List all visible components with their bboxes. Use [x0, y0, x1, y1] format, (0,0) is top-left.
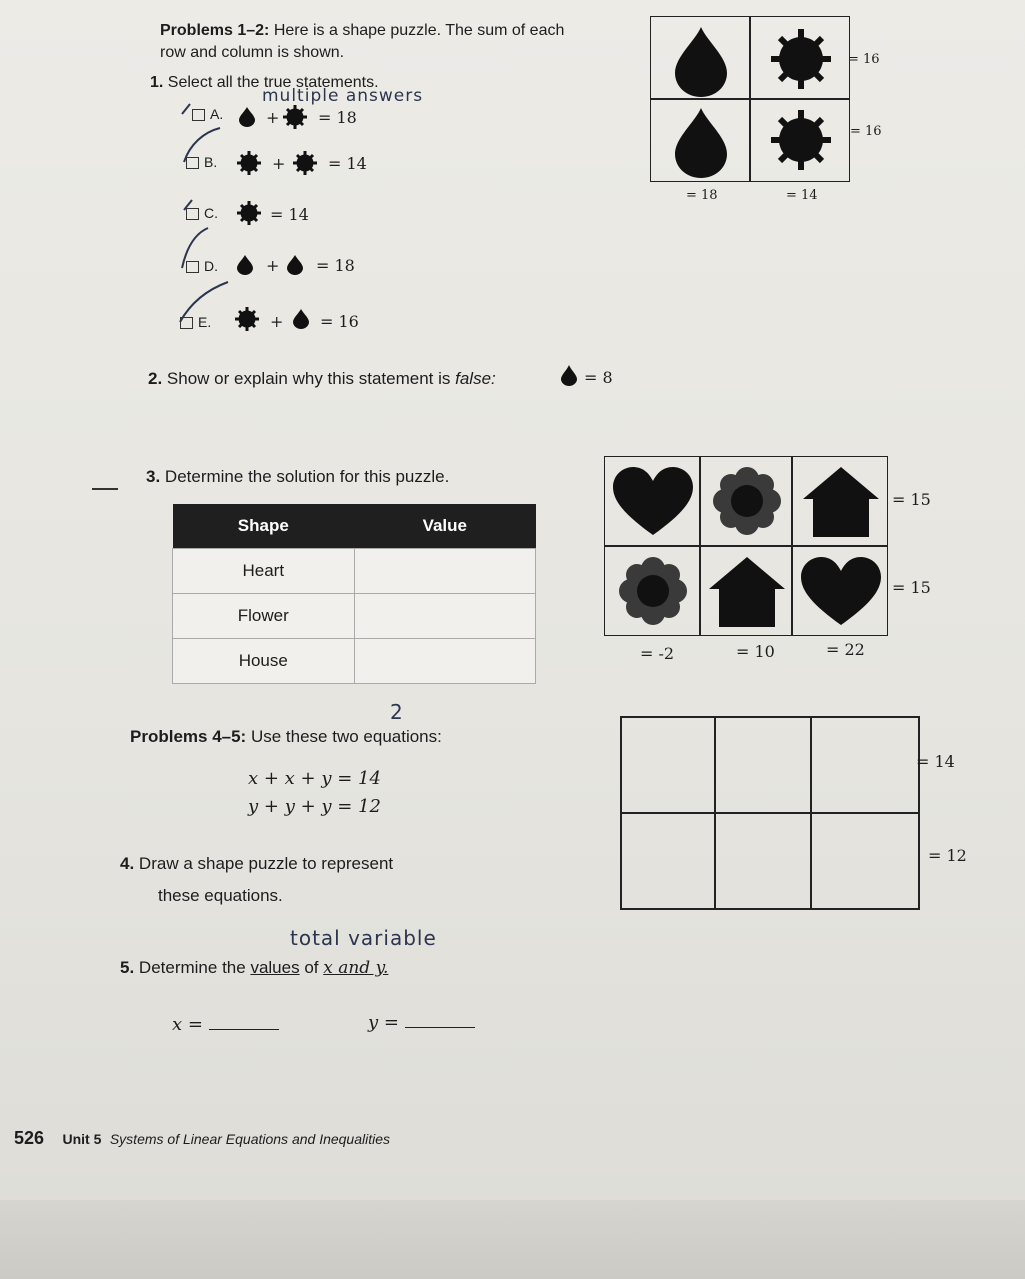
q1-prompt: Select all the true statements. — [167, 74, 379, 91]
option-letter: D. — [204, 258, 218, 274]
intro-heading: Problems 1–2: — [160, 22, 270, 39]
drop-icon — [290, 308, 312, 330]
q45-text: Use these two equations: — [250, 727, 442, 746]
x-label: x = — [172, 1014, 203, 1035]
puzzle3-row-sum: = 15 — [892, 578, 931, 597]
heart-icon — [793, 547, 889, 637]
option-letter: A. — [210, 106, 224, 122]
q3-prompt: Determine the solution for this puzzle. — [164, 467, 450, 486]
q5-prompt-b: values — [250, 958, 300, 977]
table-cell-value-input[interactable] — [354, 549, 535, 594]
puzzle1-cell — [750, 99, 850, 182]
sun-icon — [751, 17, 851, 100]
grid-line — [810, 718, 812, 908]
table-cell-value-input[interactable] — [354, 594, 535, 639]
table-cell-shape: House — [173, 639, 355, 684]
q4-line-1 — [120, 854, 393, 874]
intro-text-1: Here is a shape puzzle. The sum of each — [273, 22, 565, 39]
puzzle3-col-sum: = -2 — [640, 644, 675, 663]
table-row — [173, 549, 536, 594]
option-equation: = 14 — [270, 205, 309, 224]
drop-icon — [651, 17, 751, 100]
puzzle1-row-sum: = 16 — [848, 52, 880, 67]
q5-handwritten-note: total variable — [290, 926, 437, 950]
puzzle3-cell — [700, 546, 792, 636]
table-cell-value-input[interactable] — [354, 639, 535, 684]
x-answer-blank[interactable] — [209, 1029, 279, 1030]
q3-line — [146, 467, 449, 487]
table-row — [173, 639, 536, 684]
page-number: 526 — [14, 1128, 45, 1148]
option-equation: = 18 — [318, 108, 357, 127]
q5-number: 5. — [120, 958, 135, 977]
q4-text-1: Draw a shape puzzle to represent — [138, 854, 394, 873]
q2-false-word: false: — [455, 369, 496, 388]
option-letter: E. — [198, 314, 212, 330]
unit-title: Systems of Linear Equations and Inequalities — [109, 1131, 391, 1147]
y-label: y = — [368, 1012, 399, 1033]
flower-icon — [605, 547, 701, 637]
flower-icon — [701, 457, 793, 547]
q5-prompt-c: of — [304, 958, 319, 977]
handwritten-marks — [176, 100, 246, 340]
puzzle3-col-sum: = 10 — [736, 642, 775, 661]
puzzle3-cell — [604, 456, 700, 546]
q3-number: 3. — [146, 467, 161, 486]
q4-number: 4. — [120, 854, 135, 873]
page-footer — [14, 1128, 390, 1149]
option-equation: = 18 — [316, 256, 355, 275]
table-header: Value — [354, 504, 535, 549]
puzzle3-row-sum: = 15 — [892, 490, 931, 509]
plus-sign: + — [272, 154, 286, 173]
shape-puzzle-1 — [650, 16, 850, 182]
puzzle3-cell — [700, 456, 792, 546]
q1-handwritten-note: multiple answers — [262, 86, 424, 106]
option-equation: = 16 — [320, 312, 359, 331]
q2-line — [148, 369, 496, 389]
intro-line-1 — [160, 22, 564, 40]
value-table — [172, 504, 536, 684]
puzzle1-cell — [650, 99, 750, 182]
drop-icon — [284, 254, 306, 276]
puzzle3-cell — [604, 546, 700, 636]
table-row — [173, 594, 536, 639]
pen-mark — [92, 488, 118, 490]
table-cell-shape: Flower — [173, 594, 355, 639]
x-answer — [172, 1014, 279, 1035]
plus-sign: + — [270, 312, 284, 331]
option-letter: C. — [204, 205, 218, 221]
handwritten-2: 2 — [390, 700, 404, 724]
house-icon — [793, 457, 889, 547]
q2-equation: = 8 — [584, 368, 613, 387]
q2-number: 2. — [148, 369, 163, 388]
sun-icon — [751, 100, 851, 183]
sun-icon — [282, 104, 308, 130]
drop-icon — [558, 364, 580, 388]
grid-line — [714, 718, 716, 908]
y-answer — [368, 1012, 475, 1033]
table-header: Shape — [173, 504, 355, 549]
puzzle3-cell — [792, 546, 888, 636]
puzzle1-col-sum: = 18 — [686, 188, 718, 203]
grid-row-sum: = 12 — [928, 846, 967, 865]
house-icon — [701, 547, 793, 637]
plus-sign: + — [266, 108, 280, 127]
q1-number: 1. — [150, 74, 164, 91]
grid-line — [622, 812, 918, 814]
table-cell-shape: Heart — [173, 549, 355, 594]
q2-prompt: Show or explain why this statement is — [166, 369, 451, 388]
q45-line — [130, 727, 442, 747]
grid-row-sum: = 14 — [916, 752, 955, 771]
sun-icon — [292, 150, 318, 176]
q5-line — [120, 958, 388, 978]
plus-sign: + — [266, 256, 280, 275]
option-letter: B. — [204, 154, 218, 170]
unit-label: Unit 5 — [62, 1131, 102, 1147]
puzzle1-cell — [650, 16, 750, 99]
q5-prompt-d: x and y. — [323, 958, 389, 978]
q4-text-2: these equations. — [158, 886, 283, 905]
page-edge-shadow — [0, 1200, 1025, 1279]
puzzle3-col-sum: = 22 — [826, 640, 865, 659]
q45-heading: Problems 4–5: — [130, 727, 247, 746]
option-equation: = 14 — [328, 154, 367, 173]
puzzle1-cell — [750, 16, 850, 99]
intro-text-2: row and column is shown. — [160, 44, 345, 61]
equation-1: x + x + y = 14 — [248, 768, 381, 789]
heart-icon — [605, 457, 701, 547]
y-answer-blank[interactable] — [405, 1027, 475, 1028]
puzzle1-row-sum: = 16 — [850, 124, 882, 139]
shape-puzzle-3 — [604, 456, 888, 636]
q5-prompt-a: Determine the — [138, 958, 246, 977]
empty-shape-puzzle[interactable] — [620, 716, 920, 910]
puzzle1-col-sum: = 14 — [786, 188, 818, 203]
drop-icon — [651, 100, 751, 183]
equation-2: y + y + y = 12 — [248, 796, 381, 817]
puzzle3-cell — [792, 456, 888, 546]
